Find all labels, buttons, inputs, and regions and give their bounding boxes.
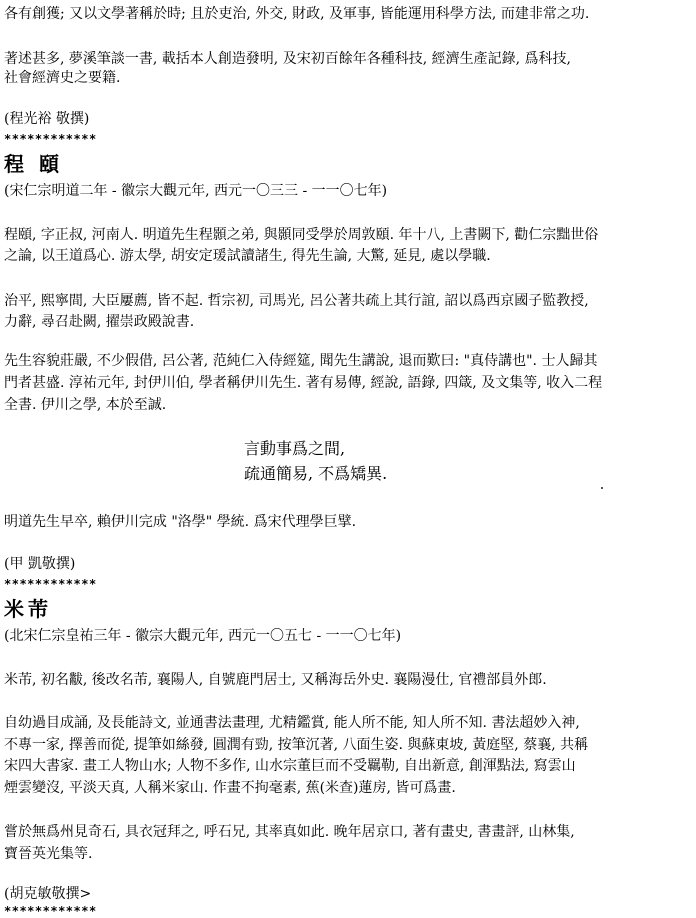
mi-fu-name: 米芾 [4, 597, 52, 621]
separator-stars-1: ************ [4, 132, 97, 146]
mi-fu-dates: (北宋仁宗皇祐三年 - 徽宗大觀元年, 西元一〇五七 - 一一〇七年) [4, 628, 402, 644]
cheng-yi-p1-line-2: 之論, 以王道爲心. 游太學, 胡安定瑗試讀諸生, 得先生論, 大驚, 延見, 處以學職. [4, 248, 491, 264]
cheng-yi-p3-line-2: 門者甚盛. 淳祐元年, 封伊川伯, 學者稱伊川先生. 著有易傳, 經說, 語錄, 四箴, 及文集等, 收入二程 [4, 375, 603, 391]
cheng-yi-dates: (宋仁宗明道二年 - 徽宗大觀元年, 西元一〇三三 - 一一〇七年) [4, 183, 388, 199]
cheng-yi-p3-line-1: 先生容貌莊嚴, 不少假借, 呂公著, 范純仁入侍經筵, 聞先生講說, 退而歎曰: "真侍講也". 士人歸其 [4, 353, 598, 369]
mi-fu-p3-line-1: 嘗於無爲州見奇石, 具衣冠拜之, 呼石兄, 其率真如此. 晚年居京口, 著有畫史, 書畫評, 山林集, [4, 824, 575, 840]
cheng-yi-p3-line-3: 全書. 伊川之學, 本於至誠. [4, 397, 167, 413]
mi-fu-p2-line-3: 宋四大書家. 畫工人物山水; 人物不多作, 山水宗董巨而不受羈勒, 自出新意, 創渾點法, 寫雲山 [4, 758, 576, 774]
mi-fu-p2-line-1: 自幼過目成誦, 及長能詩文, 並通書法畫理, 尤精鑑賞, 能人所不能, 知人所不知. 書法超妙入神, [4, 715, 580, 731]
cheng-yi-author: (甲 凱敬撰) [4, 556, 76, 572]
cheng-yi-quote-line-2: 疏通簡易, 不爲矯異. [244, 464, 388, 483]
mi-fu-p1-line-1: 米芾, 初名黻, 後改名芾, 襄陽人, 自號鹿門居士, 又稱海岳外史. 襄陽漫仕, 官禮部員外郎. [4, 672, 547, 688]
intro-author: (程光裕 敬撰) [4, 111, 90, 127]
cheng-yi-name: 程 頤 [4, 152, 63, 176]
mi-fu-p3-line-2: 寶晉英光集等. [4, 846, 93, 862]
cheng-yi-closing: 明道先生早卒, 賴伊川完成 "洛學" 學統. 爲宋代理學巨擘. [4, 514, 357, 530]
separator-stars-2: ************ [4, 577, 97, 591]
separator-stars-3: ************ [4, 904, 97, 918]
cheng-yi-p2-line-2: 力辭, 尋召赴闕, 擢崇政殿說書. [4, 314, 195, 330]
intro-line-3: 社會經濟史之要籍. [4, 70, 121, 86]
intro-line-2: 著述甚多, 夢溪筆談一書, 載括本人創造發明, 及宋初百餘年各種科技, 經濟生產記錄, 爲科技, [4, 51, 571, 67]
cheng-yi-p2-line-1: 治平, 熙寧間, 大臣屢薦, 皆不起. 哲宗初, 司馬光, 呂公著共疏上其行誼, 詔以爲西京國子監教授, [4, 293, 589, 309]
mi-fu-p2-line-4: 煙雲變沒, 平淡天真, 人稱米家山. 作畫不拘毫素, 蕉(米查)蓮房, 皆可爲畫. [4, 780, 456, 796]
mi-fu-author: (胡克敏敬撰> [4, 886, 92, 902]
intro-line-1: 各有創獲; 又以文學著稱於時; 且於吏治, 外交, 財政, 及軍事, 皆能運用科學方法, 而建非常之功. [4, 6, 590, 22]
cheng-yi-quote-line-1: 言動事爲之間, [244, 439, 346, 458]
mi-fu-p2-line-2: 不專一家, 擇善而從, 提筆如絲發, 圓潤有勁, 按筆沉著, 八面生姿. 與蘇東坡, 黃庭堅, 蔡襄, 共稱 [4, 737, 589, 753]
cheng-yi-p1-line-1: 程頤, 字正叔, 河南人. 明道先生程顥之弟, 與顥同受學於周敦頤. 年十八, 上書闕下, 勸仁宗黜世俗 [4, 227, 599, 243]
scan-speck [601, 487, 603, 489]
